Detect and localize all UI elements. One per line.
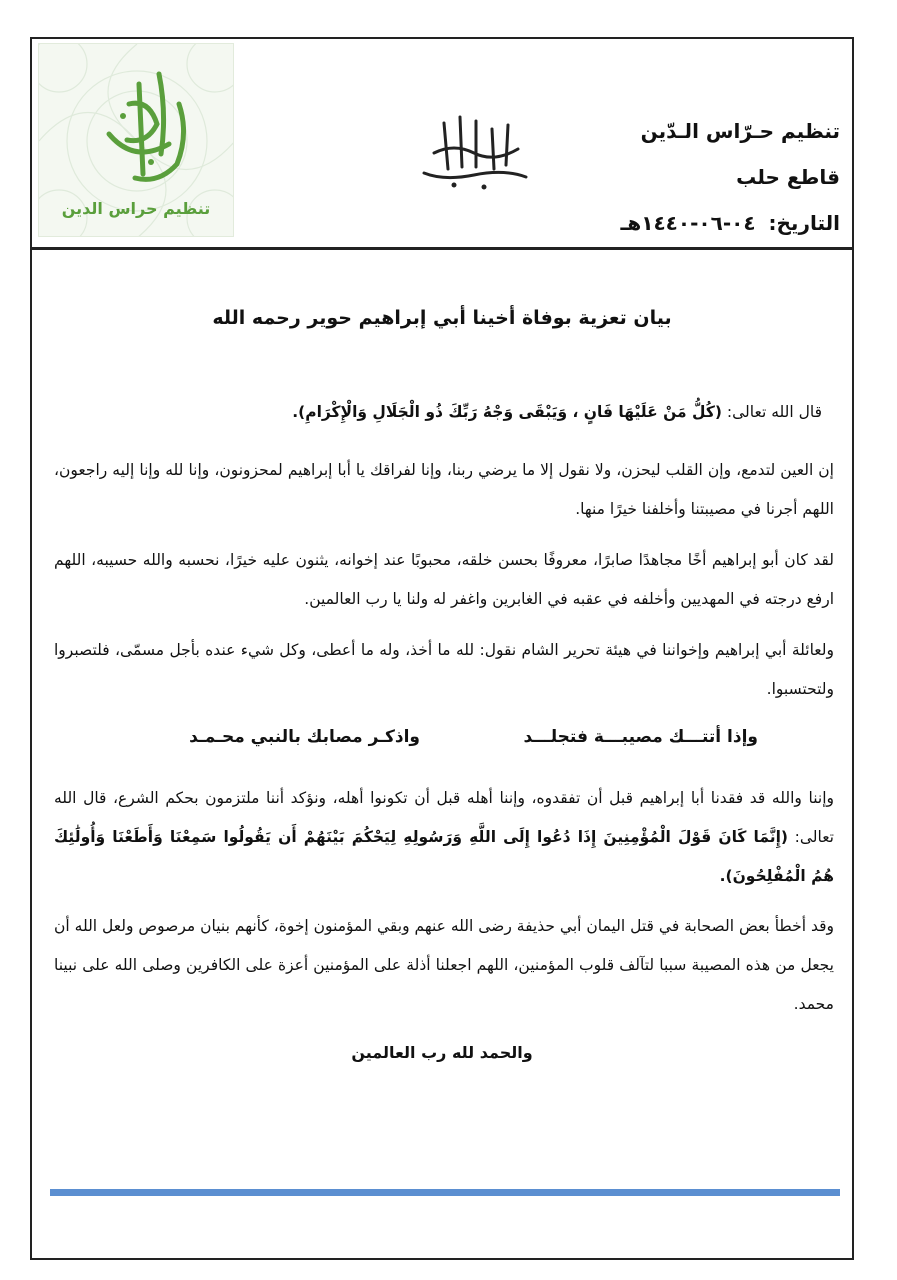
- logo-caption: تنظيم حراس الدين: [61, 199, 211, 218]
- poem-hemistich-1: وإذا أتتـــك مصيبـــة فتجلـــد: [523, 727, 758, 747]
- footer-divider: [50, 1189, 840, 1196]
- paragraph-tribute: لقد كان أبو إبراهيم أخًا مجاهدًا صابرًا، معروفًا بحسن خلقه، محبوبًا عند إخوانه، يثنون عليه خيرًا، نحسبه والله حسيبه، اللهم ارفع درجته في المهديين وأخلفه في عقبه في الغابرين واغفر له ولنا يا رب العالمين.: [54, 551, 834, 608]
- organization-name: تنظيم حـرّاس الـدّين: [640, 119, 840, 143]
- closing-line: والحمد لله رب العالمين: [351, 1043, 533, 1062]
- paragraph-family-message: ولعائلة أبي إبراهيم وإخواننا في هيئة تحرير الشام نقول: لله ما أخذ، وله ما أعطى، وكل شيء عنده بأجل مسمّى، فلتصبروا ولتحتسبوا.: [54, 641, 834, 698]
- paragraph-condolence: إن العين لتدمع، وإن القلب ليحزن، ولا نقول إلا ما يرضي ربنا، وإنا لفراقك يا أبا إبراهيم لمحزونون، وإنا لله وإنا إليه راجعون، اللهم أجرنا في مصيبتنا وأخلفنا خيرًا منها.: [54, 461, 834, 518]
- paragraph-commitment: [54, 779, 834, 896]
- date-value: ٠٤-٠٦-١٤٤٠هـ: [620, 211, 756, 235]
- document-frame: [30, 37, 854, 1260]
- paragraph-verse-1: [54, 393, 822, 432]
- poem-hemistich-2: واذكـر مصابك بالنبي محـمـد: [189, 727, 420, 747]
- date-line: [621, 211, 840, 235]
- basmala-calligraphy-icon: [414, 103, 534, 193]
- date-label: التاريخ:: [768, 211, 840, 235]
- paragraph-companions: وقد أخطأ بعض الصحابة في قتل اليمان أبي حذيفة رضى الله عنهم وبقي المؤمنون إخوة، كأنهم بنيان مرصوص ولعل الله أن يجعل من هذه المصيبة سببا لتآلف قلوب المؤمنين، اللهم اجعلنا أذلة على المؤمنين أعزة على الكافرين وصلى الله على نبينا محمد.: [54, 917, 834, 1013]
- sector-name: قاطع حلب: [736, 165, 840, 189]
- quran-verse-1: (كُلُّ مَنْ عَلَيْهَا فَانٍ ، وَيَبْقَى وَجْهُ رَبِّكَ ذُو الْجَلَالِ وَالْإِكْرَامِ).: [292, 403, 722, 421]
- header-text-block: [580, 119, 840, 211]
- poem-verse: [32, 727, 852, 767]
- page-title: بيان تعزية بوفاة أخينا أبي إبراهيم حوير رحمه الله: [212, 307, 672, 329]
- commitment-text: وإننا والله قد فقدنا أبا إبراهيم قبل أن تفقدوه، وإننا أهله قبل أن تكونوا أهله، ونؤكد أننا ملتزمون بحكم الشرع، قال الله تعالى:: [54, 789, 834, 846]
- document-header: [32, 39, 852, 250]
- organization-logo: [38, 43, 234, 237]
- verse-1-intro: قال الله تعالى:: [721, 403, 822, 421]
- quran-verse-2: (إِنَّمَا كَانَ قَوْلَ الْمُؤْمِنِينَ إِذَا دُعُوا إِلَى اللَّهِ وَرَسُولِهِ لِيَحْكُمَ بَيْنَهُمْ أَن يَقُولُوا سَمِعْنَا وَأَطَعْنَا وَأُولَٰئِكَ هُمُ الْمُفْلِحُونَ).: [54, 828, 834, 885]
